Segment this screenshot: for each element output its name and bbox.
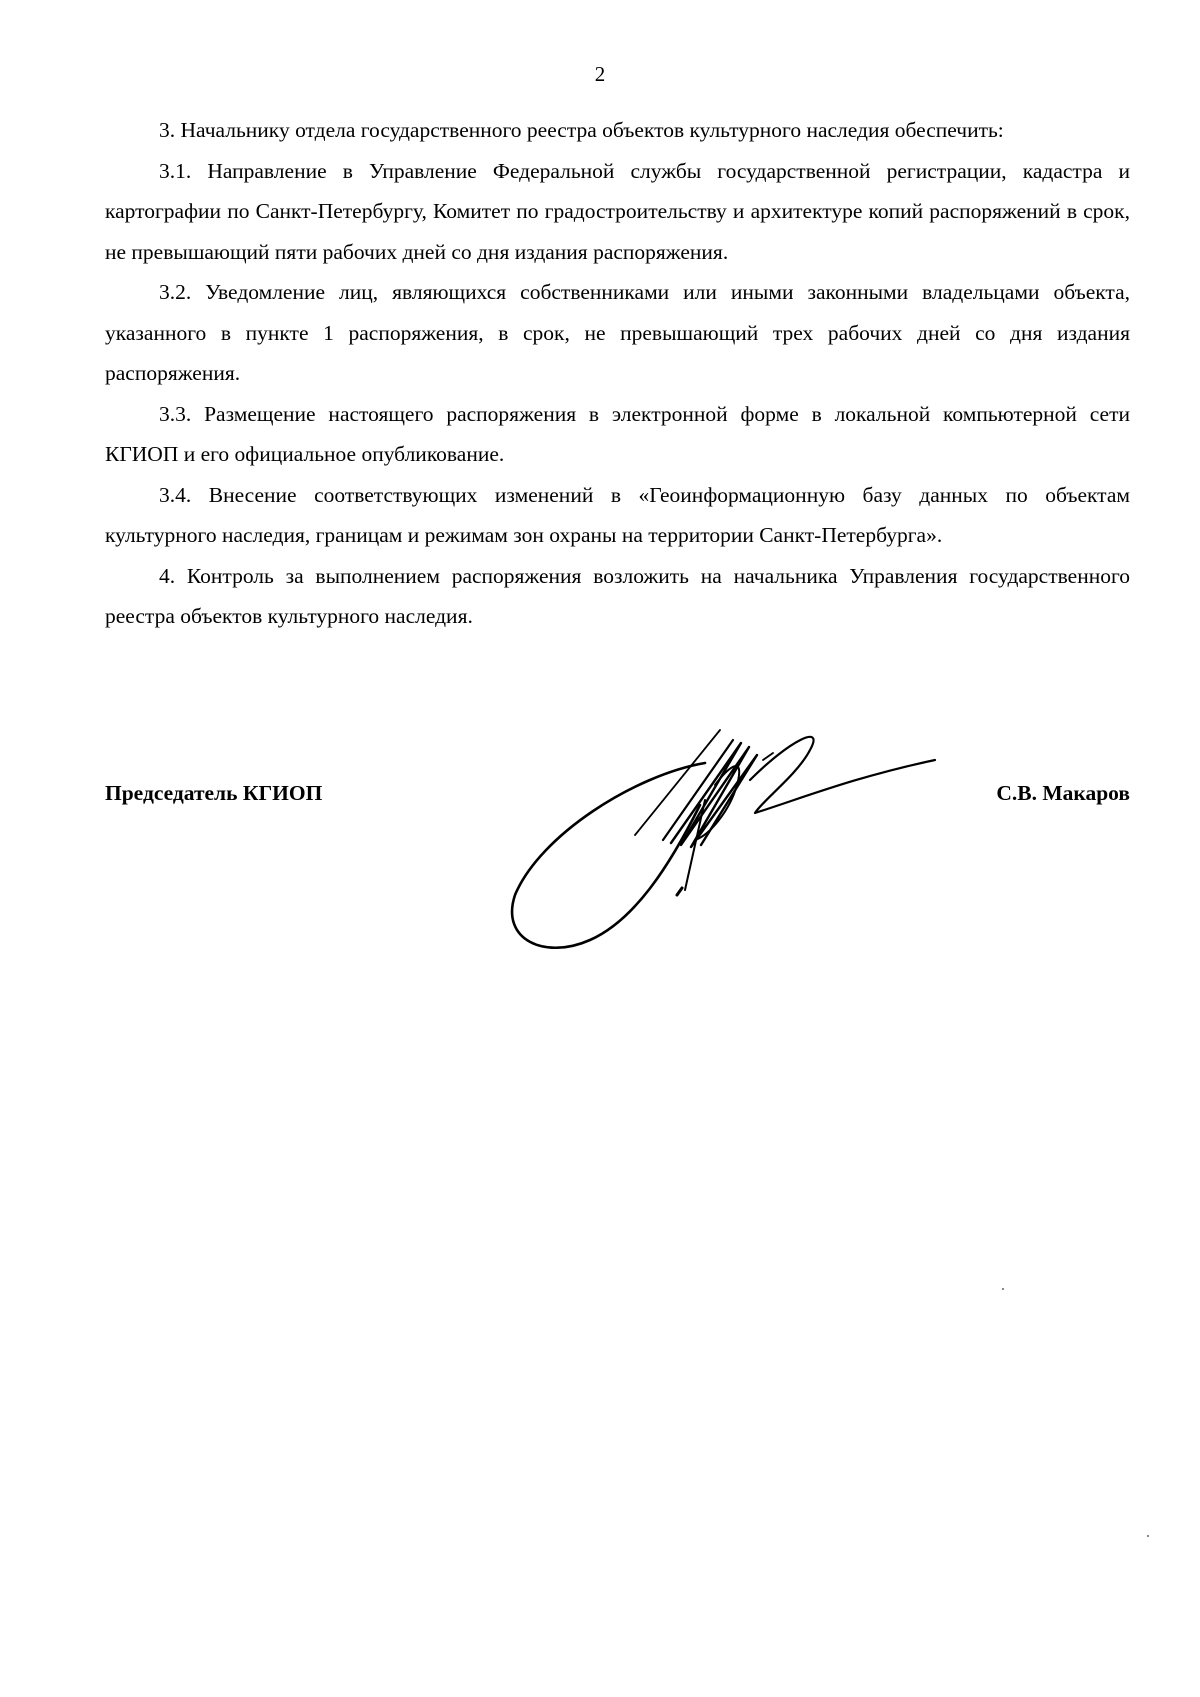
document-body <box>105 110 1130 637</box>
handwritten-signature <box>505 725 950 965</box>
scan-speck <box>1002 1288 1004 1290</box>
paragraph-4: 4. Контроль за выполнением распоряжения возложить на начальника Управления государственного реестра объектов культурного наследия. <box>105 563 1130 628</box>
scan-speck <box>1147 1535 1149 1537</box>
paragraph-3: 3. Начальнику отдела государственного реестра объектов культурного наследия обеспечить: <box>159 118 1004 142</box>
paragraph-3-3: 3.3. Размещение настоящего распоряжения в электронной форме в локальной компьютерной сети КГИОП и его официальное опубликование. <box>105 401 1130 466</box>
paragraph-3-1: 3.1. Направление в Управление Федеральной службы государственной регистрации, кадастра и картографии по Санкт-Петербургу, Комитет по градостроительству и архитектуре копий распоряжений в срок, не превышающий пяти рабочих дней со дня издания распоряжения. <box>105 158 1130 264</box>
page-number: 2 <box>594 62 606 86</box>
paragraph-3-2: 3.2. Уведомление лиц, являющихся собственниками или иными законными владельцами объекта, указанного в пункте 1 распоряжения, в срок, не превышающий трех рабочих дней со дня издания распоряжения. <box>105 280 1130 385</box>
paragraph-3-4: 3.4. Внесение соответствующих изменений в «Геоинформационную базу данных по объектам культурного наследия, границам и режимам зон охраны на территории Санкт-Петербурга». <box>105 482 1130 547</box>
signer-name: С.В. Макаров <box>996 781 1130 805</box>
signer-title: Председатель КГИОП <box>105 781 323 805</box>
